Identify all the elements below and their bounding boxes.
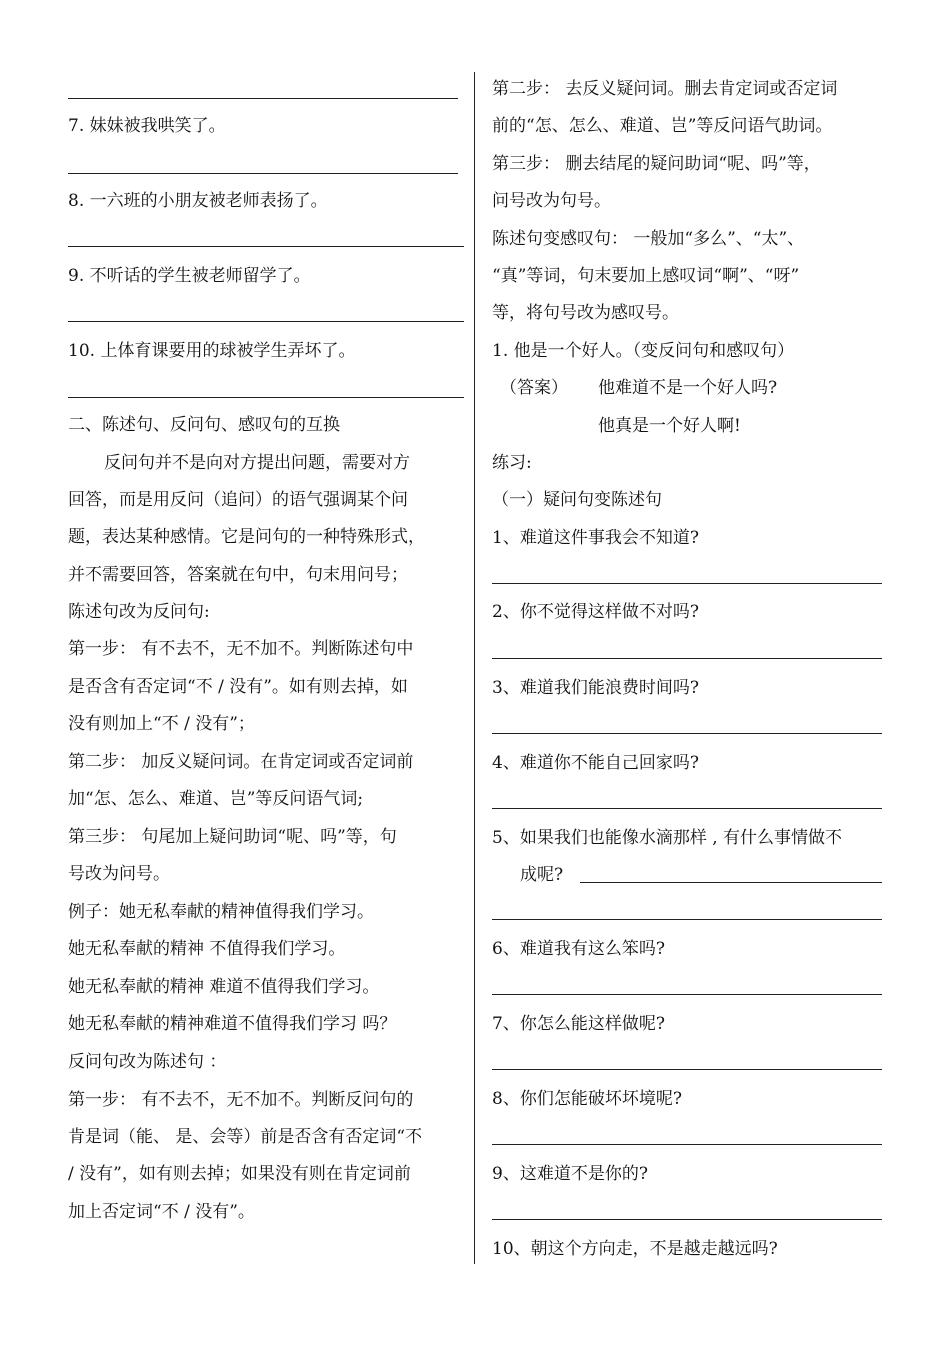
step-line: 第三步： 句尾加上疑问助词“呢、吗”等，句 <box>68 827 397 847</box>
exclaim-line: 等，将句号改为感叹号。 <box>492 303 679 323</box>
example-line: 她无私奉献的精神 不值得我们学习。 <box>68 939 346 959</box>
step-line: / 没有”，如有则去掉；如果没有则在肯定词前 <box>68 1164 411 1184</box>
practice-item: 8、你们怎能破坏坏境呢? <box>492 1089 682 1109</box>
answer-line <box>68 246 464 247</box>
practice-title: 练习: <box>492 453 532 473</box>
section-title: 二、陈述句、反问句、感叹句的互换 <box>68 415 340 435</box>
answer-line <box>492 1069 882 1070</box>
step-line: 问号改为句号。 <box>492 191 611 211</box>
step-line: 加“怎、怎么、难道、岂”等反问语气词; <box>68 789 364 809</box>
answer-line <box>492 733 882 734</box>
intro-line: 题，表达某种感情。它是问句的一种特殊形式， <box>68 527 425 547</box>
subsection-title: 反问句改为陈述句 ： <box>68 1052 227 1072</box>
intro-line: 回答，而是用反问（追问）的语气强调某个问 <box>68 490 408 510</box>
question-9: 9. 不听话的学生被老师留学了。 <box>68 266 311 286</box>
practice-item: 7、你怎么能这样做呢? <box>492 1014 665 1034</box>
answer-line <box>68 397 464 398</box>
example-line: 例子：她无私奉献的精神值得我们学习。 <box>68 902 374 922</box>
step-line: 第一步： 有不去不，无不加不。判断陈述句中 <box>68 639 414 659</box>
practice-item: 1、难道这件事我会不知道? <box>492 528 699 548</box>
answer-text: 他难道不是一个好人吗? <box>598 378 778 398</box>
step-line: 肯是词（能、 是、会等）前是否含有否定词“不 <box>68 1127 423 1147</box>
example-sentence: 1. 他是一个好人。（变反问句和感叹句） <box>492 341 795 361</box>
practice-item: 9、这难道不是你的? <box>492 1164 648 1184</box>
practice-part-title: （一）疑问句变陈述句 <box>492 490 662 510</box>
question-7: 7. 妹妹被我哄笑了。 <box>68 116 226 136</box>
practice-item: 6、难道我有这么笨吗? <box>492 939 665 959</box>
answer-text: 他真是一个好人啊! <box>598 416 741 436</box>
answer-line <box>492 994 882 995</box>
answer-line <box>492 1219 882 1220</box>
practice-item-continued: 成呢? <box>520 865 564 885</box>
step-line: 第二步： 去反义疑问词。删去肯定词或否定词 <box>492 79 838 99</box>
step-line: 号改为问号。 <box>68 864 170 884</box>
answer-line <box>492 583 882 584</box>
answer-line <box>492 1144 882 1145</box>
exclaim-line: “真”等词，句末要加上感叹词“啊”、“呀” <box>492 266 800 286</box>
practice-item: 3、难道我们能浪费时间吗? <box>492 678 699 698</box>
column-divider <box>474 72 475 1264</box>
practice-item: 5、如果我们也能像水滴那样 , 有什么事情做不 <box>492 828 843 848</box>
answer-line <box>492 919 882 920</box>
intro-line: 反问句并不是向对方提出问题，需要对方 <box>104 453 410 473</box>
answer-line <box>68 173 458 174</box>
step-line: 是否含有否定词“不 / 没有”。如有则去掉，如 <box>68 677 408 697</box>
exclaim-line: 陈述句变感叹句： 一般加“多么”、“太”、 <box>492 229 805 249</box>
answer-line <box>492 808 882 809</box>
subsection-title: 陈述句改为反问句: <box>68 602 210 622</box>
step-line: 第二步： 加反义疑问词。在肯定词或否定词前 <box>68 752 414 772</box>
practice-item: 2、你不觉得这样做不对吗? <box>492 602 699 622</box>
answer-line <box>492 658 882 659</box>
practice-item: 10、朝这个方向走，不是越走越远吗? <box>492 1239 778 1259</box>
answer-line <box>68 321 464 322</box>
step-line: 第一步： 有不去不，无不加不。判断反问句的 <box>68 1090 414 1110</box>
question-10: 10. 上体育课要用的球被学生弄坏了。 <box>68 341 356 361</box>
answer-label: （答案） <box>500 378 568 398</box>
step-line: 前的“怎、怎么、难道、岂”等反问语气助词。 <box>492 116 833 136</box>
question-8: 8. 一六班的小朋友被老师表扬了。 <box>68 191 328 211</box>
step-line: 第三步： 删去结尾的疑问助词“呢、吗”等， <box>492 154 821 174</box>
answer-line <box>68 98 458 99</box>
example-line: 她无私奉献的精神 难道不值得我们学习。 <box>68 977 380 997</box>
example-line: 她无私奉献的精神难道不值得我们学习 吗？ <box>68 1014 397 1034</box>
step-line: 没有则加上“不 / 没有”； <box>68 714 255 734</box>
answer-line <box>580 882 882 883</box>
practice-item: 4、难道你不能自己回家吗? <box>492 753 699 773</box>
intro-line: 并不需要回答，答案就在句中，句末用问号； <box>68 565 408 585</box>
step-line: 加上否定词“不 / 没有”。 <box>68 1202 255 1222</box>
